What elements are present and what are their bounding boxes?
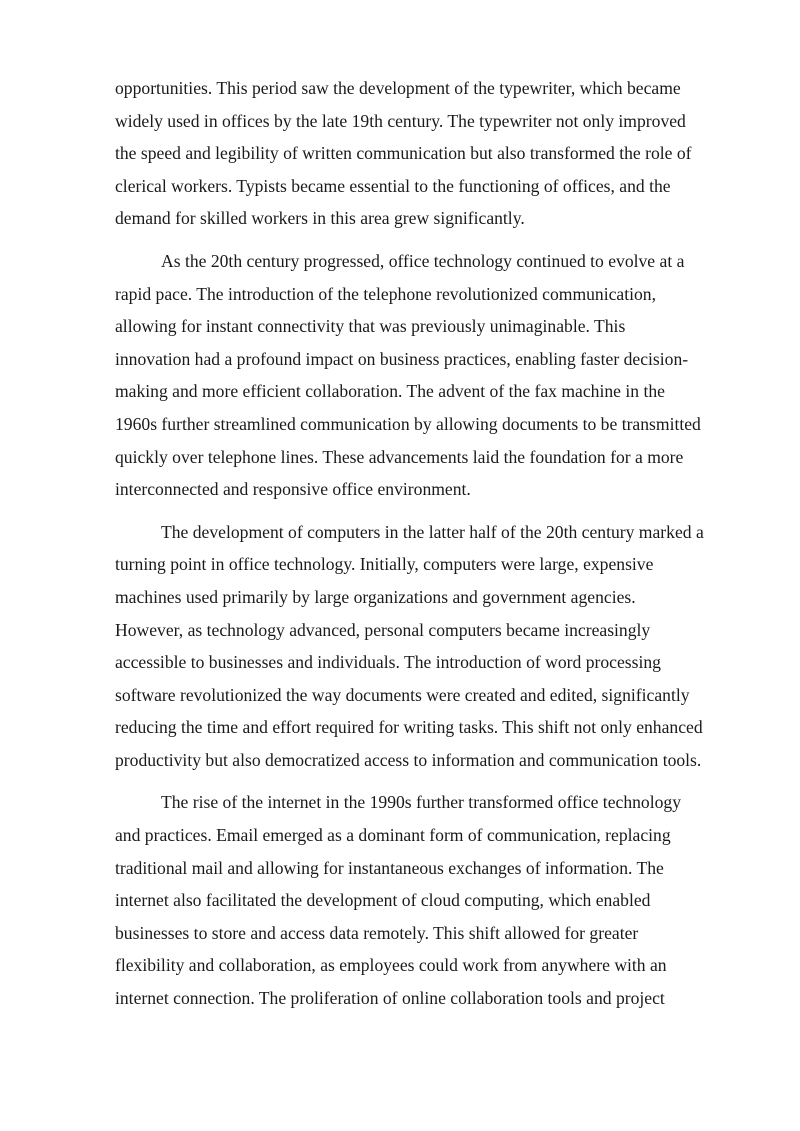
text-line: As the 20th century progressed, office technology continued to evolve at a	[161, 250, 685, 271]
text-line: traditional mail and allowing for instantaneous exchanges of information. The	[115, 857, 664, 878]
text-line: internet also facilitated the development of cloud computing, which enabled	[115, 890, 651, 911]
text-line: productivity but also democratized access to information and communication tools.	[115, 749, 702, 770]
text-line: internet connection. The proliferation of online collaboration tools and project	[115, 988, 665, 1009]
text-line: widely used in offices by the late 19th century. The typewriter not only improved	[115, 110, 686, 131]
text-line: innovation had a profound impact on business practices, enabling faster decision-	[115, 348, 689, 369]
text-line: The development of computers in the latter half of the 20th century marked a	[161, 521, 704, 542]
paragraph-typewriter	[115, 72, 745, 235]
text-line: rapid pace. The introduction of the telephone revolutionized communication,	[115, 283, 656, 304]
text-line: opportunities. This period saw the development of the typewriter, which became	[115, 78, 681, 98]
paragraph-internet	[115, 786, 745, 1014]
text-line: clerical workers. Typists became essential to the functioning of offices, and the	[115, 175, 671, 196]
text-line: making and more efficient collaboration. The advent of the fax machine in the	[115, 381, 665, 402]
document-body	[115, 72, 745, 1015]
paragraph-telephone	[115, 245, 745, 506]
text-line: quickly over telephone lines. These advancements laid the foundation for a more	[115, 446, 684, 467]
text-line: machines used primarily by large organizations and government agencies.	[115, 586, 636, 607]
text-line: demand for skilled workers in this area grew significantly.	[115, 208, 525, 229]
text-line: software revolutionized the way documents were created and edited, significantly	[115, 684, 690, 705]
text-line: The rise of the internet in the 1990s further transformed office technology	[161, 792, 681, 813]
text-line: 1960s further streamlined communication by allowing documents to be transmitted	[115, 413, 701, 434]
text-line: businesses to store and access data remotely. This shift allowed for greater	[115, 922, 639, 943]
text-line: turning point in office technology. Initially, computers were large, expensive	[115, 554, 654, 575]
text-line: interconnected and responsive office environment.	[115, 479, 471, 500]
text-line: the speed and legibility of written communication but also transformed the role of	[115, 143, 692, 164]
text-line: However, as technology advanced, personal computers became increasingly	[115, 619, 651, 640]
text-line: reducing the time and effort required for writing tasks. This shift not only enhanced	[115, 717, 703, 738]
paragraph-computers	[115, 516, 745, 777]
text-line: flexibility and collaboration, as employees could work from anywhere with an	[115, 955, 667, 976]
text-line: and practices. Email emerged as a dominant form of communication, replacing	[115, 825, 671, 846]
text-line: accessible to businesses and individuals. The introduction of word processing	[115, 652, 661, 673]
text-line: allowing for instant connectivity that was previously unimaginable. This	[115, 316, 626, 337]
